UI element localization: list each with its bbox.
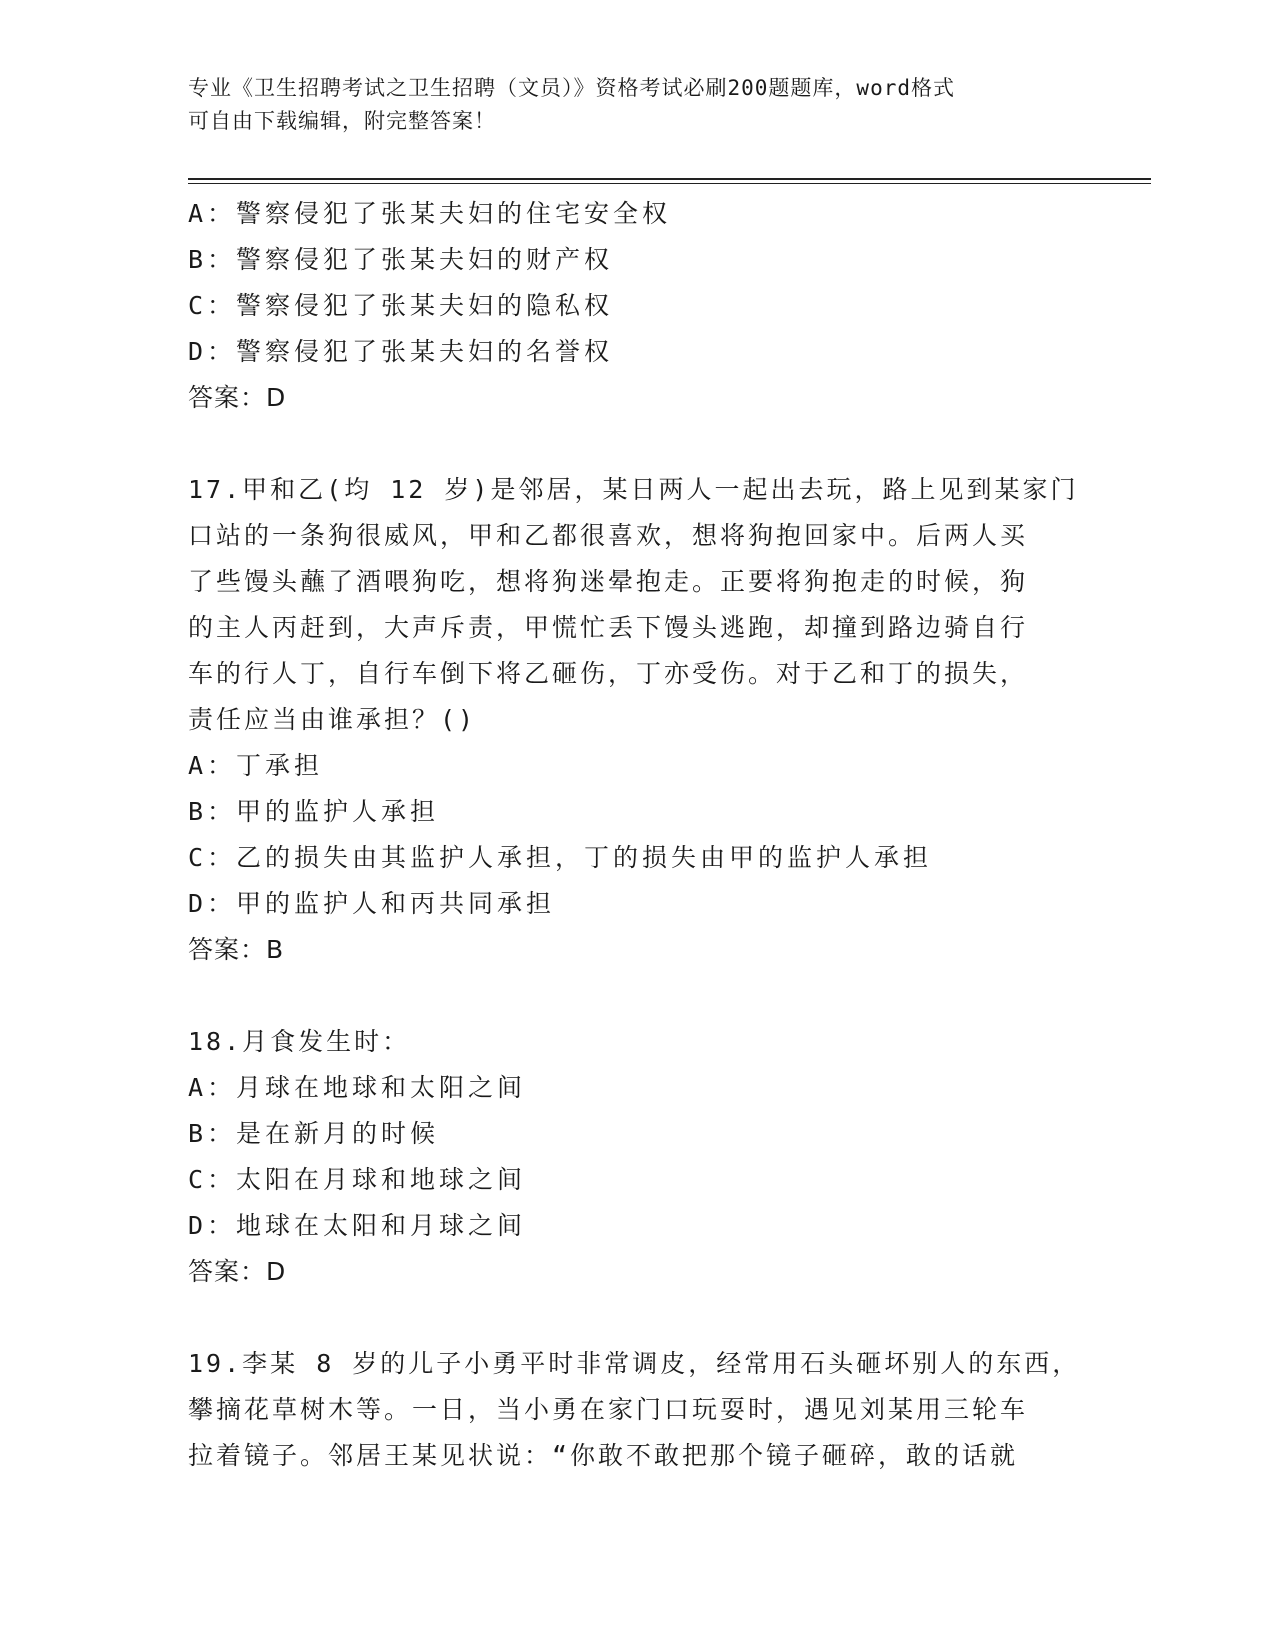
question-spacer (188, 973, 1068, 1019)
question-18 (188, 1019, 1068, 1295)
question-spacer (188, 1295, 1068, 1341)
option-b: B：警察侵犯了张某夫妇的财产权 (188, 245, 614, 274)
answer-line: 答案：D (188, 1257, 287, 1286)
question-17 (188, 467, 1079, 973)
option-c: C：乙的损失由其监护人承担，丁的损失由甲的监护人承担 (188, 843, 933, 872)
option-c: C：太阳在月球和地球之间 (188, 1165, 527, 1194)
answer-line: 答案：B (188, 935, 285, 964)
document-header (188, 72, 1068, 138)
stem-line: 责任应当由谁承担？() (188, 705, 477, 734)
option-b: B：是在新月的时候 (188, 1119, 440, 1148)
option-d: D：甲的监护人和丙共同承担 (188, 889, 556, 918)
header-divider-thick (188, 178, 1151, 180)
question-spacer (188, 421, 1068, 467)
option-a: A：丁承担 (188, 751, 324, 780)
question-19 (188, 1341, 1081, 1479)
question-stem (188, 1341, 1081, 1479)
stem-line: 口站的一条狗很威风，甲和乙都很喜欢，想将狗抱回家中。后两人买 (188, 521, 1029, 550)
stem-line: 攀摘花草树木等。一日，当小勇在家门口玩耍时，遇见刘某用三轮车 (188, 1395, 1029, 1424)
option-d: D：地球在太阳和月球之间 (188, 1211, 527, 1240)
header-line-2: 可自由下载编辑，附完整答案！ (188, 109, 496, 133)
option-b: B：甲的监护人承担 (188, 797, 440, 826)
stem-line: 19.李某 8 岁的儿子小勇平时非常调皮，经常用石头砸坏别人的东西， (188, 1349, 1081, 1378)
header-line-1: 专业《卫生招聘考试之卫生招聘（文员）》资格考试必刷200题题库，word格式 (188, 76, 955, 100)
stem-line: 拉着镜子。邻居王某见状说：“你敢不敢把那个镜子砸碎，敢的话就 (188, 1441, 1019, 1470)
stem-line: 18.月食发生时： (188, 1027, 411, 1056)
option-d: D：警察侵犯了张某夫妇的名誉权 (188, 337, 614, 366)
answer-line: 答案：D (188, 383, 287, 412)
option-c: C：警察侵犯了张某夫妇的隐私权 (188, 291, 614, 320)
question-16 (188, 191, 1068, 421)
stem-line: 的主人丙赶到，大声斥责，甲慌忙丢下馒头逃跑，却撞到路边骑自行 (188, 613, 1029, 642)
stem-line: 17.甲和乙(均 12 岁)是邻居，某日两人一起出去玩，路上见到某家门 (188, 475, 1079, 504)
question-list (188, 191, 1081, 1479)
question-stem (188, 1019, 1068, 1065)
question-stem (188, 467, 1079, 743)
stem-line: 了些馒头蘸了酒喂狗吃，想将狗迷晕抱走。正要将狗抱走的时候，狗 (188, 567, 1029, 596)
header-divider-thin (188, 183, 1151, 184)
stem-line: 车的行人丁，自行车倒下将乙砸伤，丁亦受伤。对于乙和丁的损失， (188, 659, 1029, 688)
option-a: A：月球在地球和太阳之间 (188, 1073, 527, 1102)
option-a: A：警察侵犯了张某夫妇的住宅安全权 (188, 199, 672, 228)
